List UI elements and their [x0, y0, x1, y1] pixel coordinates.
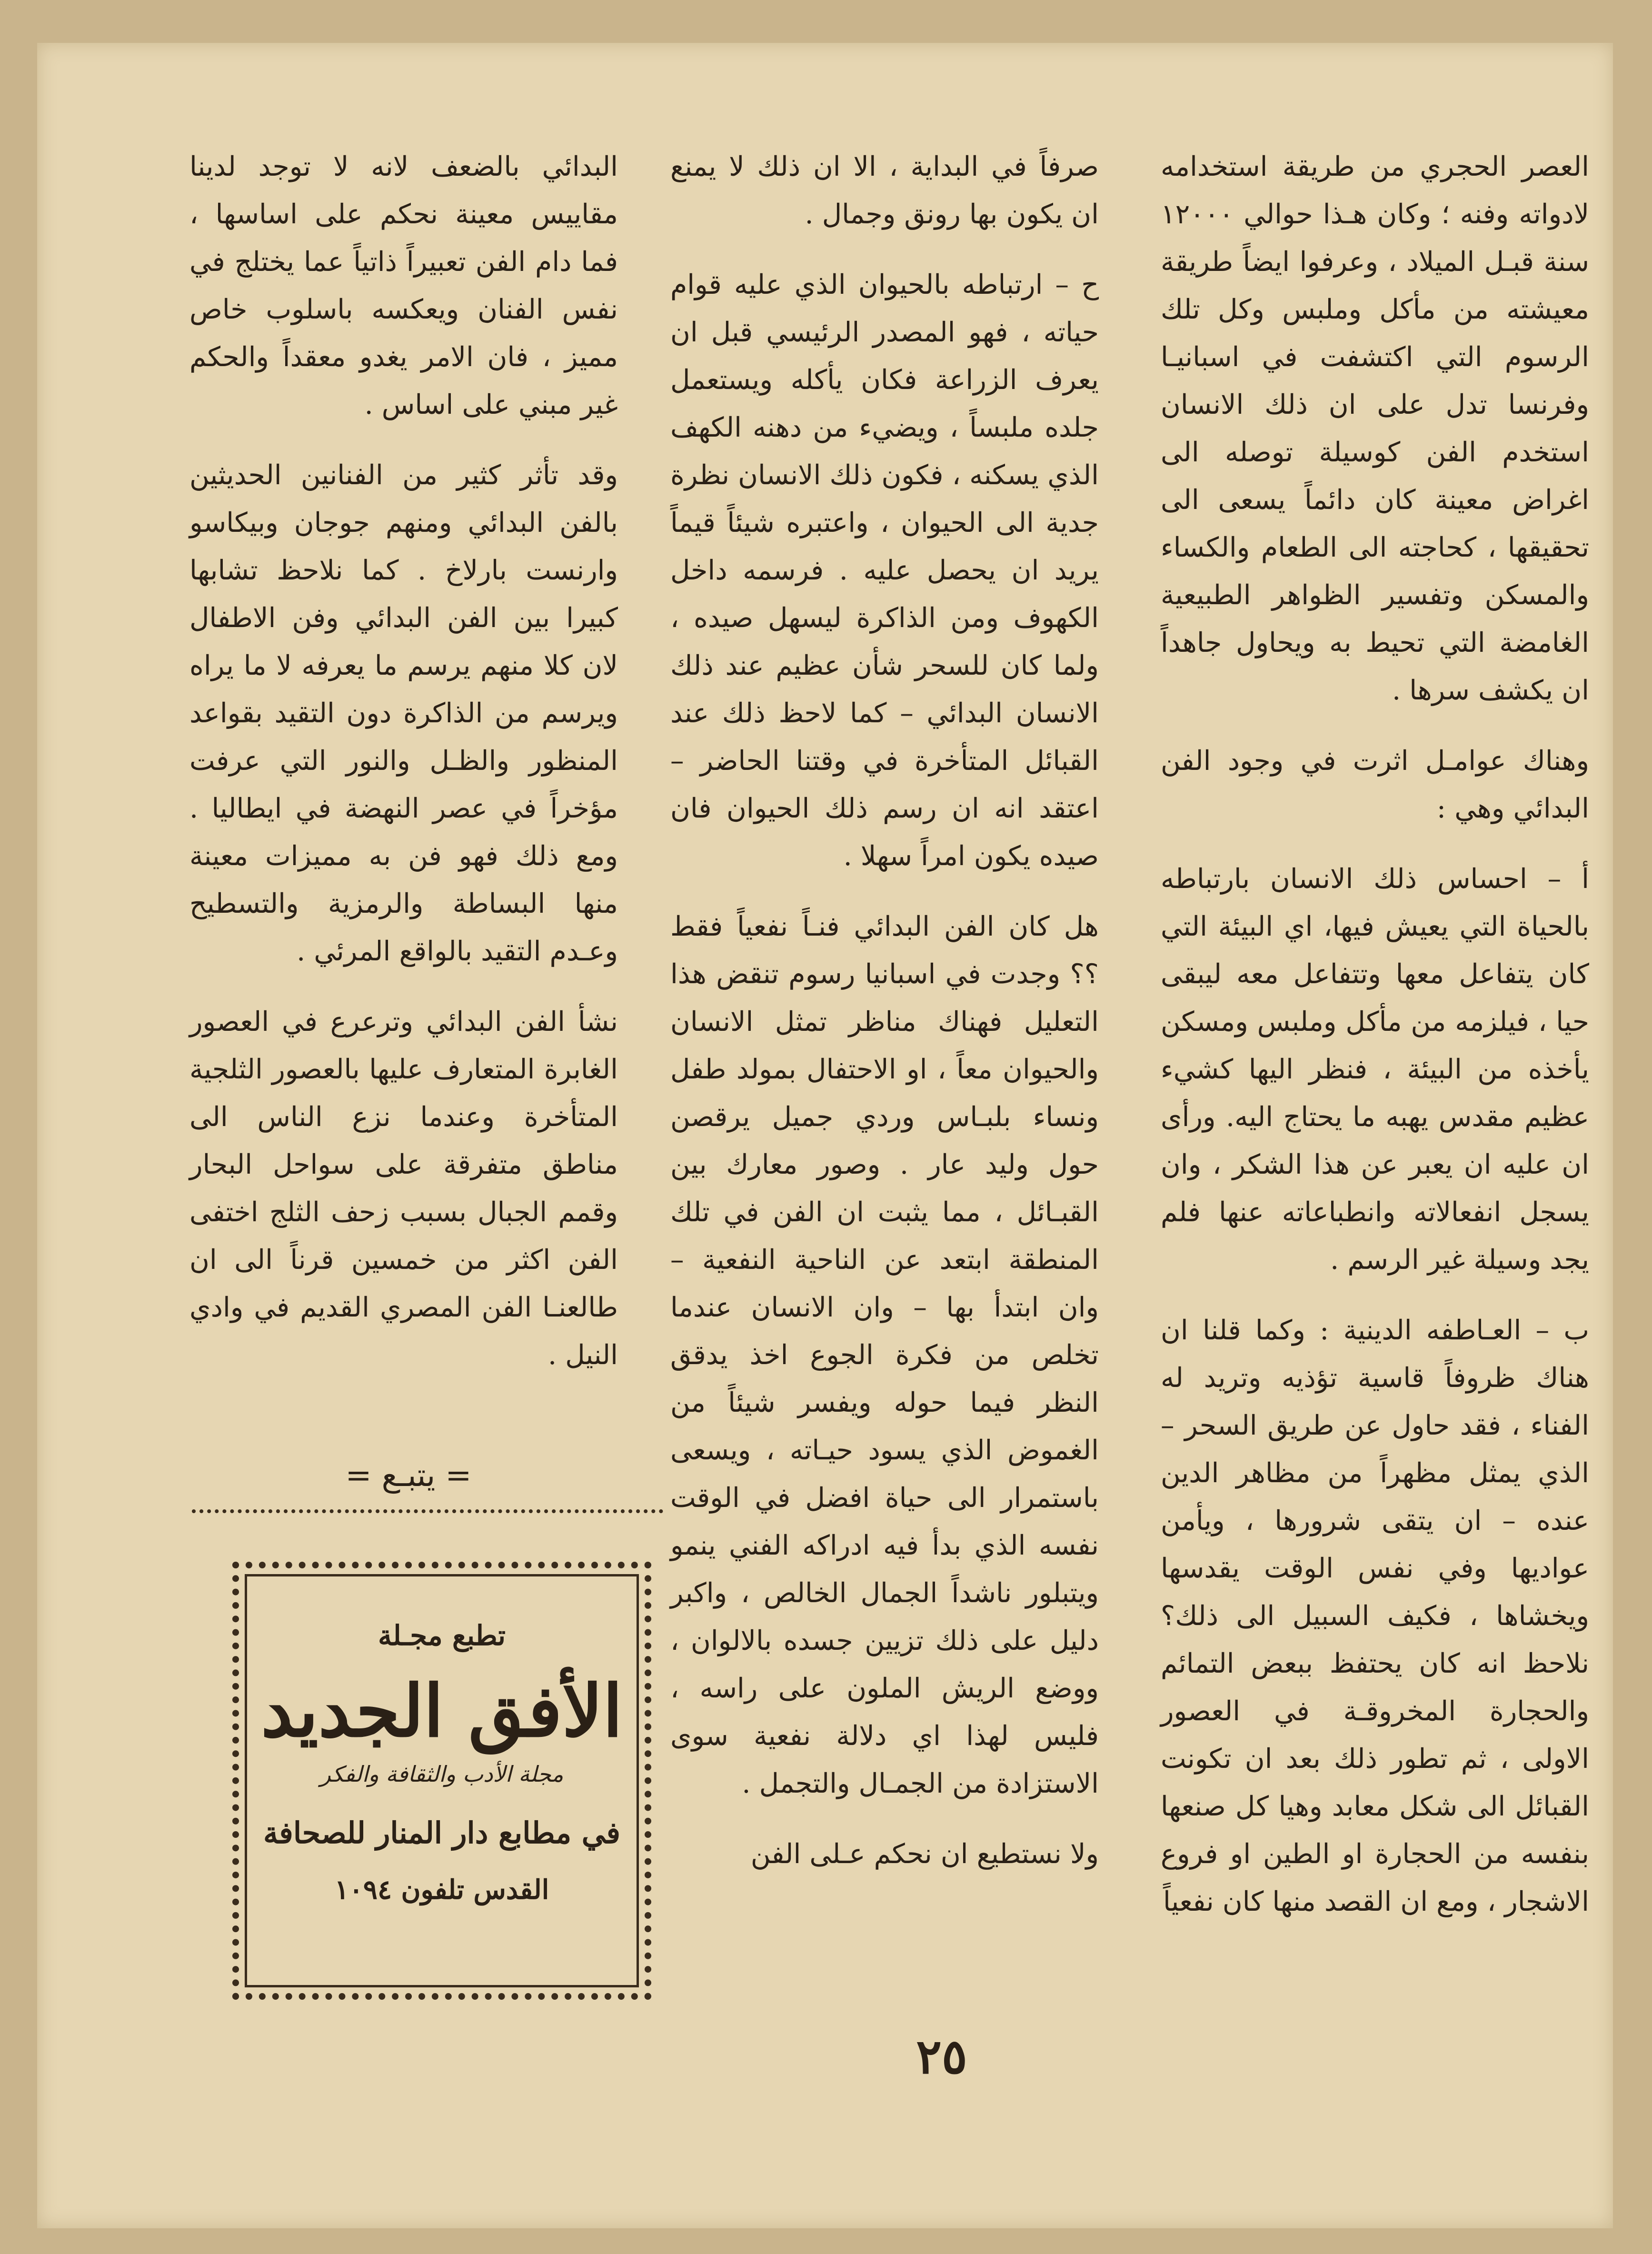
paragraph: وقد تأثر كثير من الفنانين الحديثين بالفن البدائي ومنهم جوجان وبيكاسو وارنست بارلاخ . كما نلاحظ تشابها كبيرا بين الفن البدائي وفن الاطفال لان كلا منهم يرسم ما يعرفه لا ما يراه ويرسم من الذاكرة دون التقيد بقواعد المنظور والظـل والنور التي عرفت مؤخراً في عصر النهضة في ايطاليا . ومع ذلك فهو فن به مميزات معينة منها البساطة والرمزية والتسطيح وعـدم التقيد بالواقع المرئي . — [189, 459, 618, 967]
paragraph: هل كان الفن البدائي فنـاً نفعياً فقط ؟؟ وجدت في اسبانيا رسوم تنقض هذا التعليل فهناك مناظر تمثل الانسان والحيوان معاً ، او الاحتفال بمولد طفل ونساء بلبـاس وردي جميل يرقصن حول وليد عار . وصور معارك بين القبـائل ، مما يثبت ان الفن في تلك المنطقة ابتعد عن الناحية النفعية – وان ابتدأ بها – وان الانسان عندما تخلص من فكرة الجوع اخذ يدقق النظر فيما حوله ويفسر شيئاً من الغموض الذي يسود حيـاته ، ويسعى باستمرار الى حياة افضل في الوقت نفسه الذي بدأ فيه ادراكه الفني ينمو ويتبلور ناشداً الجمال الخالص ، واكبر دليل على ذلك تزيين جسده بالالوان ، ووضع الريش الملون على راسه ، فليس لهذا اي دلالة نفعية سوى الاستزادة من الجمـال والتجمل . — [670, 911, 1099, 1799]
article-column-left — [189, 143, 618, 1402]
paragraph: العصر الحجري من طريقة استخدامه لادواته وفنه ؛ وكان هـذا حوالي ١٢٠٠٠ سنة قبـل الميلاد ، وعرفوا ايضاً طريقة معيشته من مأكل وملبس وكل تلك الرسوم التي اكتشفت في اسبانيـا وفرنسا تدل على ان ذلك الانسان استخدم الفن كوسيلة توصله الى اغراض معينة كان دائماً يسعى الى تحقيقها ، كحاجته الى الطعام والكساء والمسكن وتفسير الظواهر الطبيعية الغامضة التي تحيط به ويحاول جاهداً ان يكشف سرها . — [1161, 151, 1589, 706]
continued-marker: = يتبـع = — [345, 1457, 472, 1494]
paragraph: وهناك عوامـل اثرت في وجود الفن البدائي وهي : — [1161, 745, 1589, 824]
page-number: ٢٥ — [916, 2028, 967, 2084]
dotted-divider — [192, 1509, 663, 1513]
article-column-middle — [670, 143, 1099, 1901]
paragraph: صرفاً في البداية ، الا ان ذلك لا يمنع ان يكون بها رونق وجمال . — [670, 151, 1099, 230]
article-column-right — [1161, 143, 1589, 1948]
paragraph: ح – ارتباطه بالحيوان الذي عليه قوام حياته ، فهو المصدر الرئيسي قبل ان يعرف الزراعة فكان يأكله ويستعمل جلده ملبساً ، ويضيء من دهنه الكهف الذي يسكنه ، فكون ذلك الانسان نظرة جدية الى الحيوان ، واعتبره شيئاً قيماً يريد ان يحصل عليه . فرسمه داخل الكهوف ومن الذاكرة ليسهل صيده ، ولما كان للسحر شأن عظيم عند ذلك الانسان البدائي – كما لاحظ ذلك عند القبائل المتأخرة في وقتنا الحاضر – اعتقد انه ان رسم ذلك الحيوان فان صيده يكون امراً سهلا . — [670, 269, 1099, 872]
paragraph: ولا نستطيع ان نحكم عـلى الفن — [750, 1838, 1099, 1870]
advertisement-inner-frame — [245, 1574, 639, 1987]
ad-press-name: في مطابع دار المنار للصحافة — [263, 1815, 621, 1850]
ad-printed-line: تطبع مجـلة — [378, 1619, 506, 1652]
ad-phone: القدس تلفون ١٠٩٤ — [334, 1874, 549, 1905]
paragraph: نشأ الفن البدائي وترعرع في العصور الغابرة المتعارف عليها بالعصور الثلجية المتأخرة وعندما نزع الناس الى مناطق متفرقة على سواحل البحار وقمم الجبال بسبب زحف الثلج اختفى الفن اكثر من خمسين قرناً الى ان طالعنـا الفن المصري القديم في وادي النيل . — [189, 1006, 618, 1371]
magazine-page — [37, 43, 1613, 2228]
magazine-tagline: مجلة الأدب والثقافة والفكر — [320, 1761, 564, 1787]
advertisement-box — [232, 1562, 651, 2000]
paragraph: ب – العـاطفه الدينية : وكما قلنا ان هناك ظروفاً قاسية تؤذيه وتريد له الفناء ، فقد حاول عن طريق السحر – الذي يمثل مظهراً من مظاهر الدين عنده – ان يتقى شرورها ، ويأمن عواديها وفي نفس الوقت يقدسها ويخشاها ، فكيف السبيل الى ذلك؟ نلاحظ انه كان يحتفظ ببعض التمائم والحجارة المخروقـة في العصور الاولى ، ثم تطور ذلك بعد ان تكونت القبائل الى شكل معابد وهيا كل صنعها بنفسه من الحجارة او الطين او فروع الاشجار ، ومع ان القصد منها كان نفعياً — [1161, 1315, 1589, 1917]
paragraph: البدائي بالضعف لانه لا توجد لدينا مقاييس معينة نحكم على اساسها ، فما دام الفن تعبيراً ذاتياً عما يختلج في نفس الفنان ويعكسه باسلوب خاص مميز ، فان الامر يغدو معقداً والحكم غير مبني على اساس . — [189, 151, 618, 420]
paragraph: أ – احساس ذلك الانسان بارتباطه بالحياة التي يعيش فيها، اي البيئة التي كان يتفاعل معها وتتفاعل معه ليبقى حيا ، فيلزمه من مأكل وملبس ومسكن يأخذه من البيئة ، فنظر اليها كشيء عظيم مقدس يهبه ما يحتاج اليه. ورأى ان عليه ان يعبر عن هذا الشكر ، وان يسجل انفعالاته وانطباعاته عنها فلم يجد وسيلة غير الرسم . — [1161, 863, 1589, 1276]
magazine-logo-title: الأفق الجديد — [261, 1669, 623, 1753]
